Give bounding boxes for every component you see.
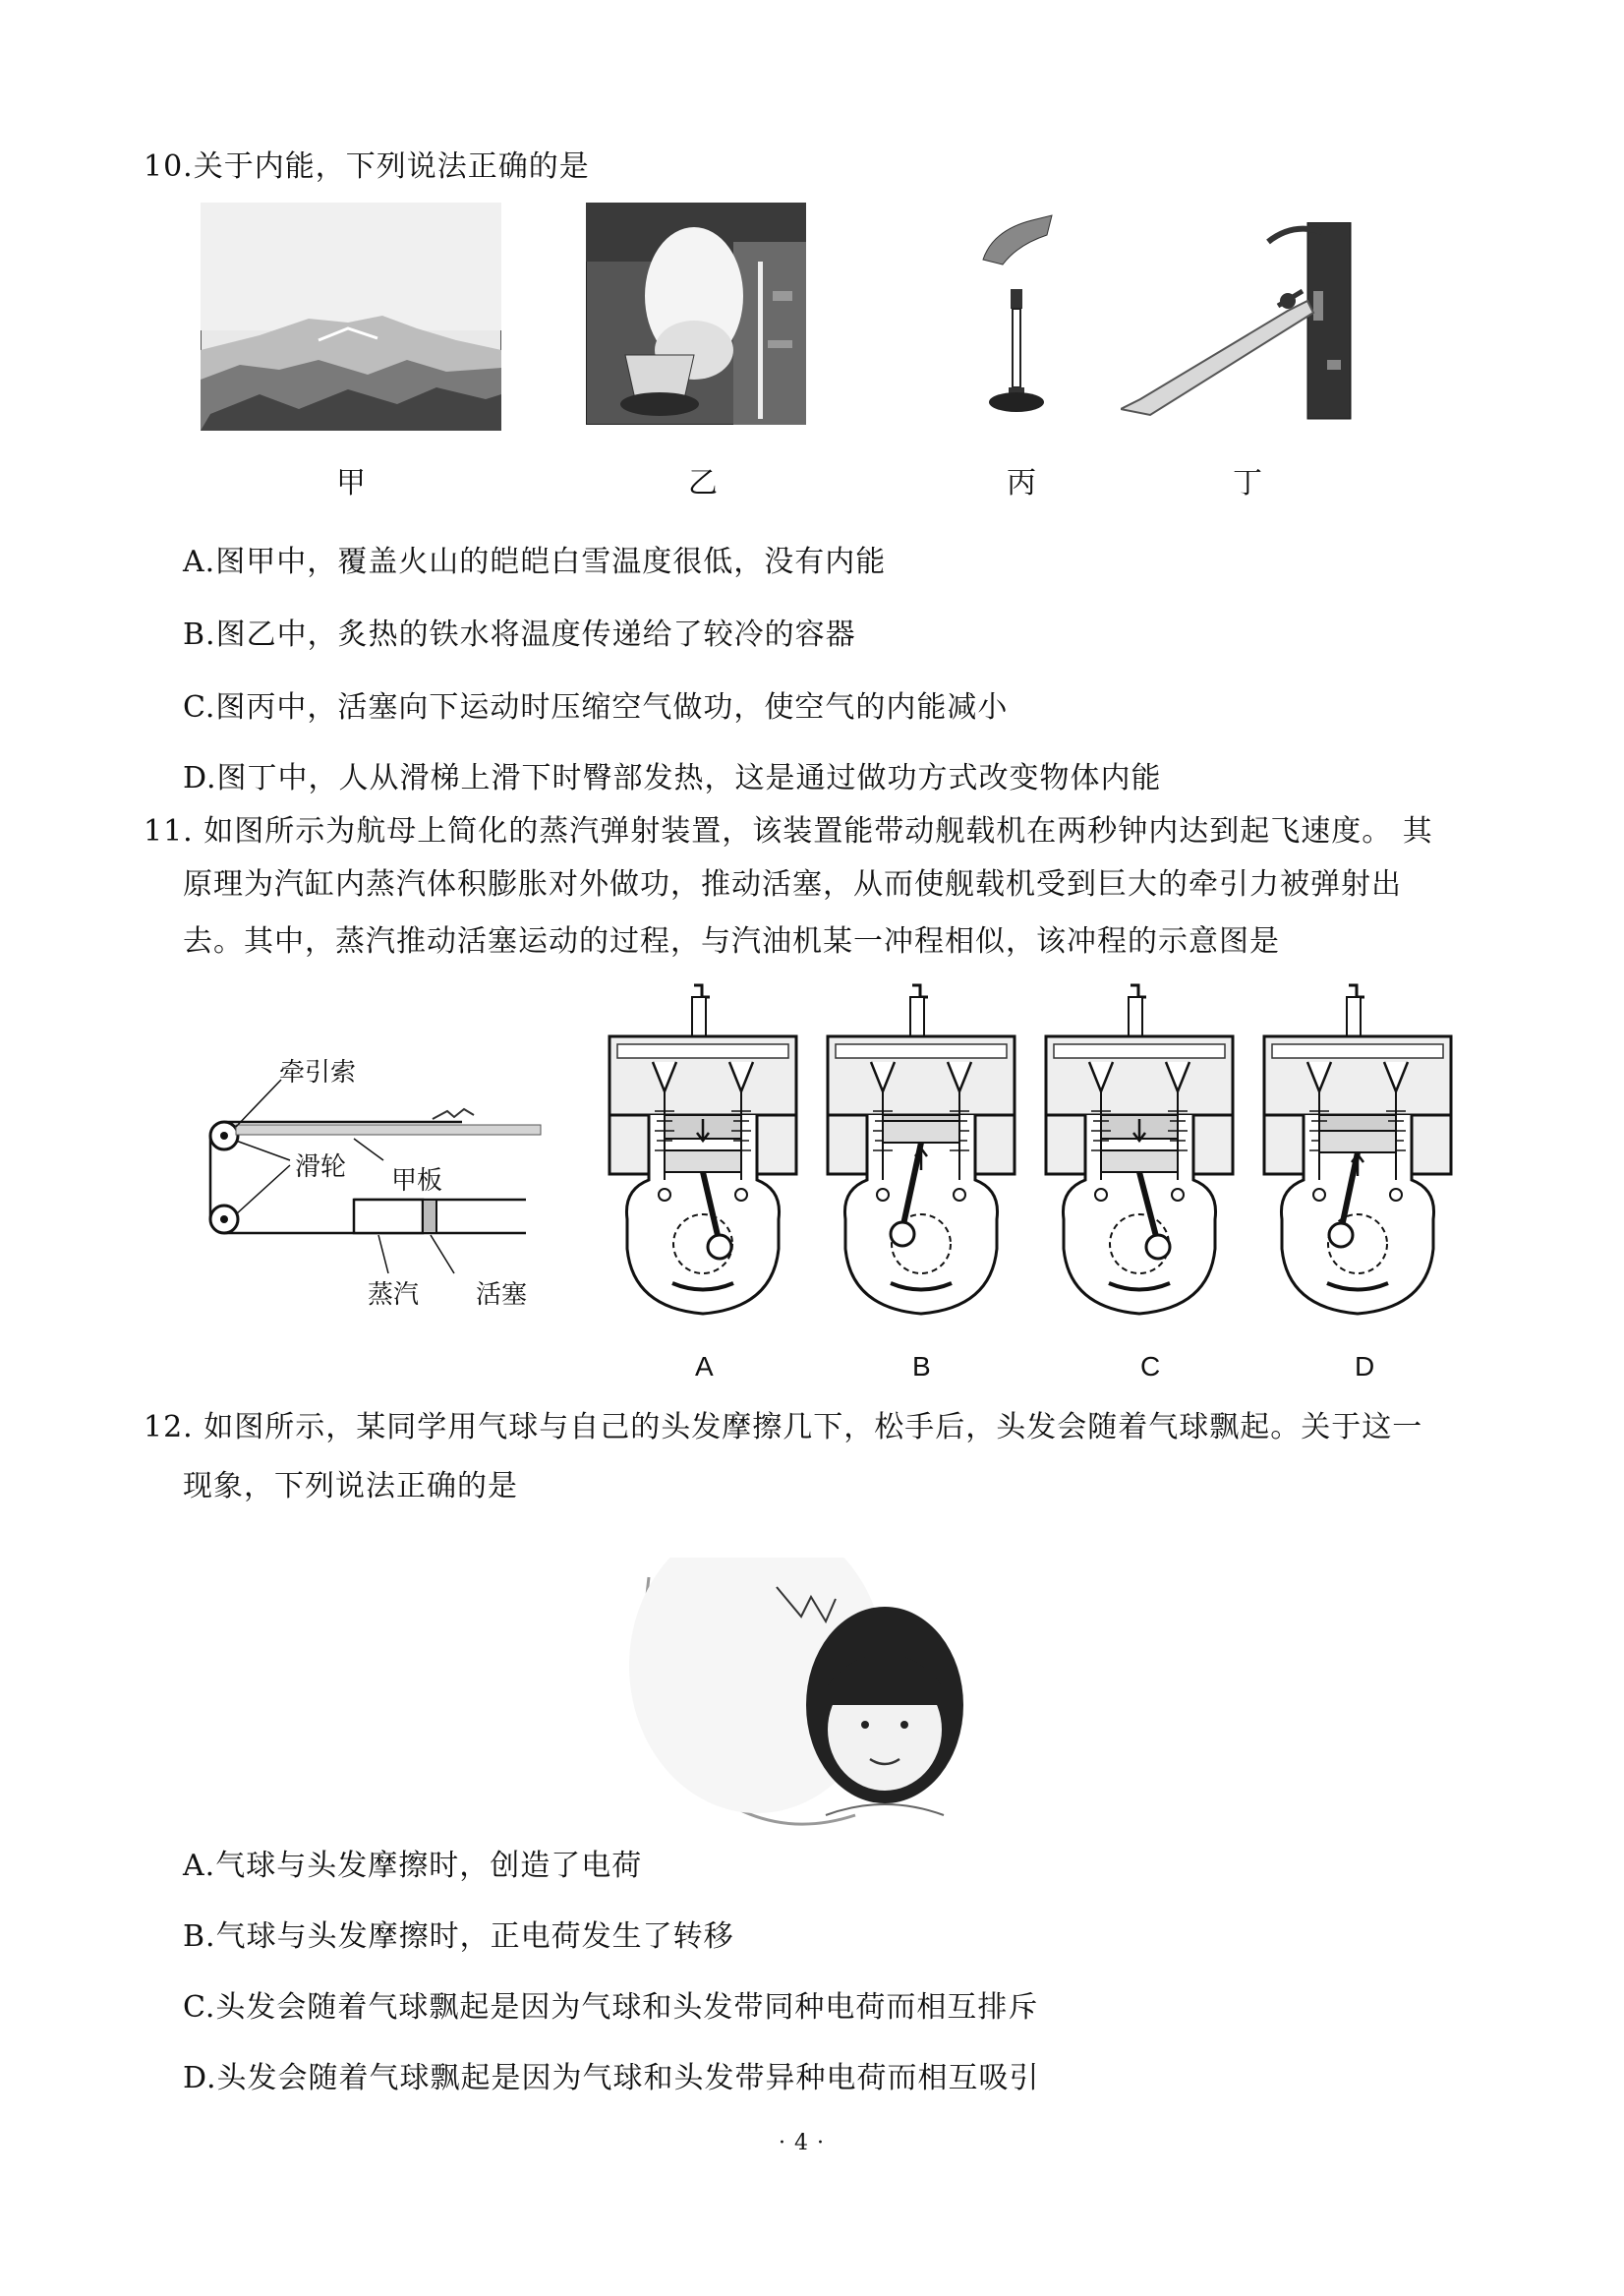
q10-photo-bing [973, 210, 1062, 417]
q10-option-d: D.图丁中，人从滑梯上滑下时臀部发热，这是通过做功方式改变物体内能 [183, 761, 1162, 795]
q12-photo-balloon-girl [629, 1558, 1042, 1829]
q11-stem-line-3: 去。其中，蒸汽推动活塞运动的过程，与汽油机某一冲程相似，该冲程的示意图是 [183, 924, 1280, 959]
q12-option-a: A.气球与头发摩擦时，创造了电荷 [183, 1849, 643, 1883]
engine-label-a: A [695, 1351, 714, 1382]
q12-option-c: C.头发会随着气球飘起是因为气球和头发带同种电荷而相互排斥 [183, 1990, 1039, 2025]
q10-option-c: C.图丙中，活塞向下运动时压缩空气做功，使空气的内能减小 [183, 690, 1009, 725]
q10-stem: 10.关于内能，下列说法正确的是 [144, 149, 590, 184]
label-pulley: 滑轮 [295, 1152, 347, 1182]
q10-photo-yi [586, 203, 806, 425]
label-rope: 牵引索 [279, 1058, 357, 1088]
q11-stem-line-1: 11. 如图所示为航母上简化的蒸汽弹射装置，该装置能带动舰载机在两秒钟内达到起飞速度。 其 [144, 814, 1433, 849]
label-piston: 活塞 [476, 1280, 528, 1310]
q12-stem-line-2: 现象，下列说法正确的是 [183, 1469, 518, 1503]
label-deck: 甲板 [391, 1166, 443, 1196]
engine-label-d: D [1355, 1351, 1375, 1382]
q10-photo-ding [1121, 222, 1357, 425]
engine-stroke-diagrams [604, 983, 1547, 1337]
page-number: · 4 · [779, 2131, 825, 2155]
engine-label-c: C [1140, 1351, 1161, 1382]
q10-photo-jia [201, 203, 501, 431]
q10-caption-jia: 甲 [336, 466, 366, 500]
q10-caption-bing: 丙 [1007, 466, 1036, 500]
q11-stem-line-2: 原理为汽缸内蒸汽体积膨胀对外做功，推动活塞，从而使舰载机受到巨大的牵引力被弹射出 [183, 867, 1402, 902]
q12-option-b: B.气球与头发摩擦时，正电荷发生了转移 [183, 1919, 734, 1954]
engine-label-b: B [912, 1351, 931, 1382]
q12-stem-line-1: 12. 如图所示，某同学用气球与自己的头发摩擦几下，松手后，头发会随着气球飘起。关于这一 [144, 1410, 1423, 1444]
q10-option-b: B.图乙中，炙热的铁水将温度传递给了较冷的容器 [183, 618, 856, 652]
q10-option-a: A.图甲中，覆盖火山的皑皑白雪温度很低，没有内能 [183, 545, 887, 579]
q10-caption-ding: 丁 [1233, 466, 1262, 500]
label-steam: 蒸汽 [368, 1280, 420, 1310]
q12-option-d: D.头发会随着气球飘起是因为气球和头发带异种电荷而相互吸引 [183, 2061, 1040, 2095]
q10-caption-yi: 乙 [688, 466, 718, 500]
